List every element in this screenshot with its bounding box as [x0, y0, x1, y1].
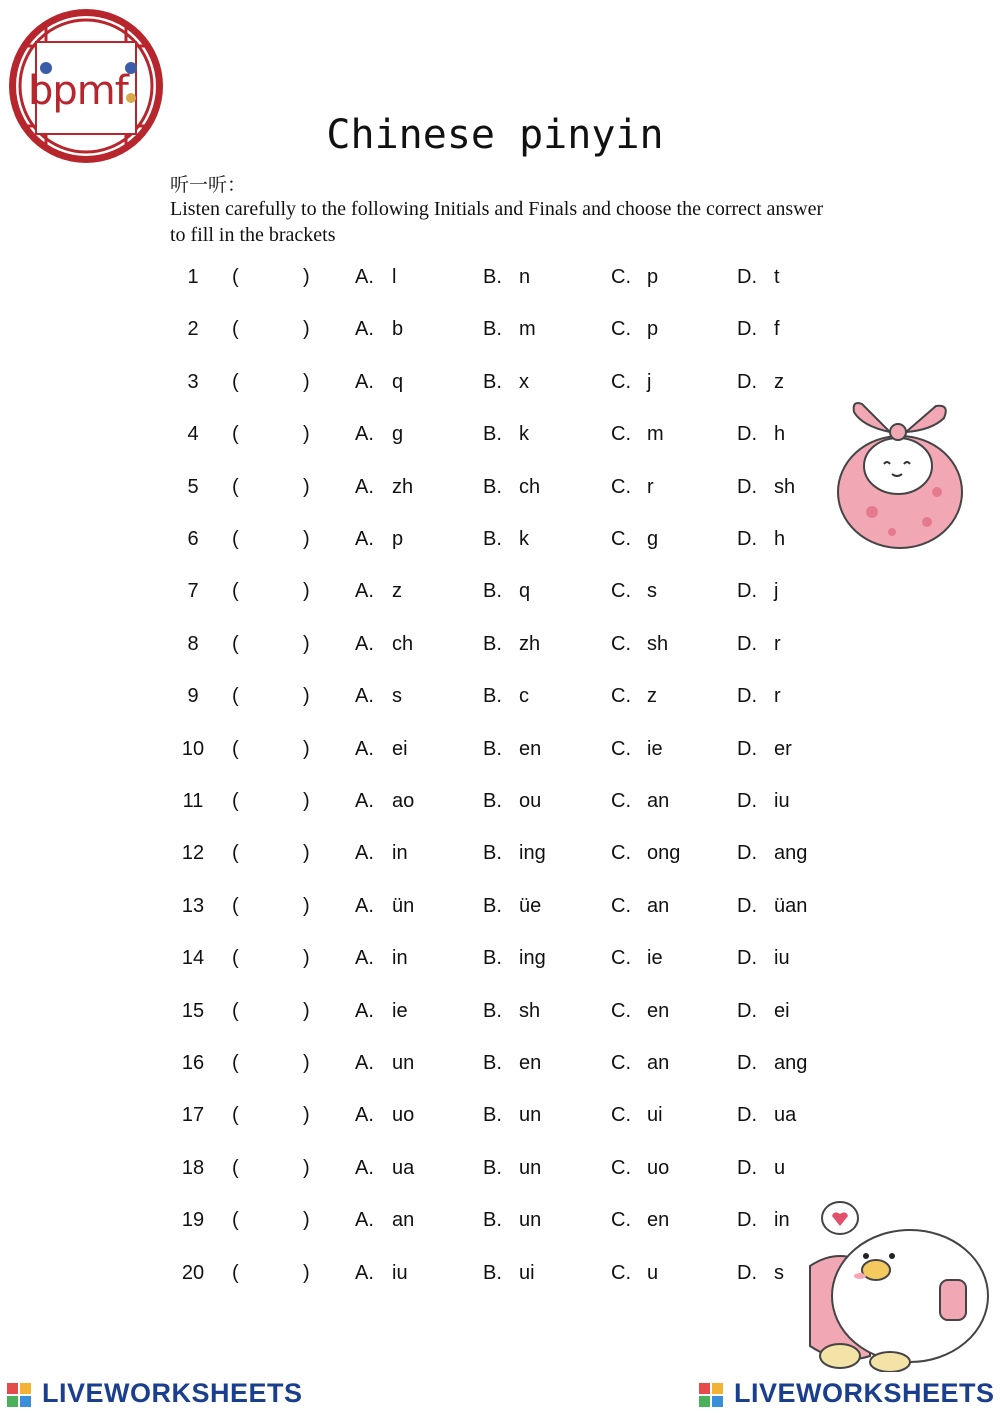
option-value-c[interactable]: en — [647, 1209, 670, 1232]
option-label-c: C. — [611, 370, 631, 393]
option-label-c: C. — [611, 842, 631, 865]
option-label-a: A. — [355, 1261, 374, 1284]
question-row — [0, 622, 1000, 674]
option-label-b: B. — [483, 685, 502, 708]
option-label-a: A. — [355, 1104, 374, 1127]
logo-text: bpmf — [28, 68, 128, 114]
answer-bracket-open[interactable]: ( — [232, 1209, 239, 1232]
option-value-b[interactable]: k — [519, 423, 529, 446]
option-label-d: D. — [737, 1052, 757, 1074]
answer-bracket-close[interactable]: ) — [303, 475, 310, 498]
option-value-d[interactable]: ua — [774, 1104, 797, 1127]
option-value-c[interactable]: z — [647, 685, 657, 708]
option-label-d: D. — [737, 632, 757, 655]
option-value-d[interactable]: z — [774, 370, 784, 393]
option-value-a[interactable]: in — [392, 947, 408, 970]
question-number: 8 — [187, 632, 199, 655]
option-label-d: D. — [737, 1261, 757, 1284]
option-label-b: B. — [483, 999, 502, 1022]
liveworksheets-logo-icon — [6, 1382, 34, 1408]
option-value-a[interactable]: uo — [392, 1104, 415, 1127]
option-value-d[interactable]: üan — [774, 894, 808, 917]
answer-bracket-open[interactable]: ( — [232, 790, 239, 812]
duck-character-image — [800, 1196, 1000, 1372]
option-value-d[interactable]: sh — [774, 475, 796, 498]
option-label-c: C. — [611, 737, 631, 760]
question-number: 4 — [187, 423, 199, 446]
option-label-d: D. — [737, 528, 757, 550]
option-label-c: C. — [611, 318, 631, 341]
option-label-a: A. — [355, 999, 374, 1022]
option-value-c[interactable]: ie — [647, 947, 663, 970]
option-label-d: D. — [737, 370, 757, 393]
answer-bracket-close[interactable]: ) — [303, 1052, 310, 1074]
option-label-d: D. — [737, 737, 757, 760]
answer-bracket-close[interactable]: ) — [303, 632, 310, 655]
answer-bracket-close[interactable]: ) — [303, 580, 310, 603]
answer-bracket-open[interactable]: ( — [232, 580, 239, 603]
bun-character-image — [832, 392, 968, 552]
option-label-d: D. — [737, 318, 757, 341]
option-label-c: C. — [611, 999, 631, 1022]
answer-bracket-open[interactable]: ( — [232, 475, 239, 498]
answer-bracket-open[interactable]: ( — [232, 1261, 239, 1284]
option-label-d: D. — [737, 423, 757, 446]
footer-brand-left — [6, 1378, 303, 1409]
option-value-b[interactable]: c — [519, 685, 529, 708]
option-label-c: C. — [611, 1156, 631, 1179]
option-value-a[interactable]: b — [392, 318, 404, 341]
footer-right-text: LIVEWORKSHEETS — [734, 1378, 995, 1408]
option-value-b[interactable]: un — [519, 1104, 542, 1127]
option-value-b[interactable]: x — [519, 370, 529, 393]
option-value-b[interactable]: q — [519, 580, 531, 603]
option-value-b[interactable]: üe — [519, 894, 542, 917]
option-value-d[interactable]: t — [774, 266, 780, 288]
option-label-d: D. — [737, 1104, 757, 1127]
option-label-a: A. — [355, 894, 374, 917]
answer-bracket-open[interactable]: ( — [232, 894, 239, 917]
option-value-a[interactable]: l — [392, 266, 397, 288]
option-value-a[interactable]: q — [392, 370, 404, 393]
option-label-b: B. — [483, 632, 502, 655]
option-value-c[interactable]: u — [647, 1261, 659, 1284]
option-label-d: D. — [737, 842, 757, 865]
answer-bracket-close[interactable]: ) — [303, 685, 310, 708]
option-value-c[interactable]: an — [647, 894, 670, 917]
option-value-b[interactable]: en — [519, 1052, 542, 1074]
liveworksheets-logo-icon — [698, 1382, 726, 1408]
question-number: 3 — [187, 370, 199, 393]
option-value-d[interactable]: r — [774, 685, 781, 708]
option-label-b: B. — [483, 475, 502, 498]
answer-bracket-open[interactable]: ( — [232, 737, 239, 760]
option-label-c: C. — [611, 423, 631, 446]
option-label-c: C. — [611, 1052, 631, 1074]
option-value-b[interactable]: en — [519, 737, 542, 760]
option-value-c[interactable]: j — [647, 370, 652, 393]
option-value-a[interactable]: un — [392, 1052, 415, 1074]
question-number: 11 — [182, 790, 204, 812]
question-number: 1 — [187, 266, 199, 288]
option-value-a[interactable]: ua — [392, 1156, 415, 1179]
option-value-b[interactable]: ing — [519, 947, 546, 970]
answer-bracket-close[interactable]: ) — [303, 266, 310, 288]
option-value-d[interactable]: iu — [774, 947, 790, 970]
subtitle-cn: 听一听： — [170, 174, 247, 196]
answer-bracket-close[interactable]: ) — [303, 999, 310, 1022]
question-number: 10 — [181, 737, 205, 760]
option-label-c: C. — [611, 528, 631, 550]
option-value-d[interactable]: s — [774, 1261, 784, 1284]
option-label-a: A. — [355, 475, 374, 498]
answer-bracket-close[interactable]: ) — [303, 790, 310, 812]
option-value-c[interactable]: en — [647, 999, 670, 1022]
option-label-a: A. — [355, 632, 374, 655]
option-label-b: B. — [483, 842, 502, 865]
answer-bracket-close[interactable]: ) — [303, 318, 310, 341]
option-label-b: B. — [483, 790, 502, 812]
option-label-c: C. — [611, 632, 631, 655]
option-value-a[interactable]: zh — [392, 475, 414, 498]
question-row — [0, 727, 1000, 779]
answer-bracket-open[interactable]: ( — [232, 1052, 239, 1074]
option-value-d[interactable]: u — [774, 1156, 786, 1179]
option-label-c: C. — [611, 266, 631, 288]
option-label-a: A. — [355, 528, 374, 550]
option-value-d[interactable]: ei — [774, 999, 790, 1022]
option-label-b: B. — [483, 528, 502, 550]
answer-bracket-close[interactable]: ) — [303, 423, 310, 446]
option-label-d: D. — [737, 1209, 757, 1232]
option-value-a[interactable]: p — [392, 528, 404, 550]
question-row — [0, 779, 1000, 831]
answer-bracket-close[interactable]: ) — [303, 1156, 310, 1179]
option-label-c: C. — [611, 1104, 631, 1127]
option-label-b: B. — [483, 1052, 502, 1074]
question-row — [0, 1146, 1000, 1198]
answer-bracket-close[interactable]: ) — [303, 1104, 310, 1127]
question-row — [0, 884, 1000, 936]
option-label-c: C. — [611, 685, 631, 708]
answer-bracket-open[interactable]: ( — [232, 318, 239, 341]
question-number: 13 — [181, 894, 205, 917]
question-number: 14 — [181, 947, 205, 970]
option-label-d: D. — [737, 947, 757, 970]
answer-bracket-close[interactable]: ) — [303, 947, 310, 970]
option-value-b[interactable]: k — [519, 528, 529, 550]
option-label-b: B. — [483, 423, 502, 446]
option-label-a: A. — [355, 318, 374, 341]
question-row — [0, 1093, 1000, 1145]
option-value-d[interactable]: j — [774, 580, 779, 603]
option-label-a: A. — [355, 737, 374, 760]
question-number: 7 — [187, 580, 199, 603]
option-label-d: D. — [737, 894, 757, 917]
answer-bracket-open[interactable]: ( — [232, 423, 239, 446]
option-label-c: C. — [611, 580, 631, 603]
option-label-b: B. — [483, 580, 502, 603]
option-label-a: A. — [355, 370, 374, 393]
option-value-b[interactable]: un — [519, 1156, 542, 1179]
answer-bracket-close[interactable]: ) — [303, 370, 310, 393]
option-value-d[interactable]: ang — [774, 842, 808, 865]
option-label-d: D. — [737, 266, 757, 288]
answer-bracket-close[interactable]: ) — [303, 528, 310, 550]
option-value-b[interactable]: ing — [519, 842, 546, 865]
option-label-c: C. — [611, 894, 631, 917]
option-value-c[interactable]: g — [647, 528, 659, 550]
option-label-b: B. — [483, 370, 502, 393]
option-label-b: B. — [483, 1156, 502, 1179]
option-value-c[interactable]: s — [647, 580, 657, 603]
option-label-c: C. — [611, 790, 631, 812]
option-label-d: D. — [737, 580, 757, 603]
option-label-b: B. — [483, 266, 502, 288]
option-label-a: A. — [355, 1052, 374, 1074]
option-value-a[interactable]: z — [392, 580, 402, 603]
option-value-a[interactable]: an — [392, 1209, 415, 1232]
option-label-a: A. — [355, 685, 374, 708]
question-number: 12 — [181, 842, 205, 865]
bun-character-icon — [832, 392, 968, 552]
option-value-b[interactable]: m — [519, 318, 536, 341]
option-value-c[interactable]: p — [647, 318, 659, 341]
option-label-d: D. — [737, 685, 757, 708]
option-value-a[interactable]: ün — [392, 894, 415, 917]
option-value-d[interactable]: h — [774, 528, 786, 550]
instructions: Listen carefully to the following Initials and Finals and choose the correct answer to fill in the brackets — [170, 198, 824, 246]
answer-bracket-open[interactable]: ( — [232, 632, 239, 655]
question-row — [0, 307, 1000, 359]
option-label-d: D. — [737, 475, 757, 498]
option-value-b[interactable]: sh — [519, 999, 541, 1022]
answer-bracket-close[interactable]: ) — [303, 1261, 310, 1284]
option-label-a: A. — [355, 947, 374, 970]
option-value-c[interactable]: ui — [647, 1104, 663, 1127]
option-value-d[interactable]: er — [774, 737, 792, 760]
question-number: 5 — [187, 475, 199, 498]
question-row — [0, 831, 1000, 883]
option-value-a[interactable]: s — [392, 685, 402, 708]
option-label-b: B. — [483, 894, 502, 917]
option-label-a: A. — [355, 1209, 374, 1232]
option-value-b[interactable]: ch — [519, 475, 541, 498]
option-label-d: D. — [737, 790, 757, 812]
option-label-b: B. — [483, 1261, 502, 1284]
option-value-c[interactable]: ie — [647, 737, 663, 760]
option-value-c[interactable]: an — [647, 790, 670, 812]
option-label-b: B. — [483, 1104, 502, 1127]
option-label-a: A. — [355, 266, 374, 288]
question-number: 19 — [181, 1209, 205, 1232]
option-value-b[interactable]: ui — [519, 1261, 535, 1284]
option-value-b[interactable]: n — [519, 266, 531, 288]
duck-character-icon — [800, 1196, 1000, 1372]
footer-brand-right — [698, 1378, 995, 1409]
question-row — [0, 989, 1000, 1041]
answer-bracket-close[interactable]: ) — [303, 1209, 310, 1232]
option-label-c: C. — [611, 475, 631, 498]
answer-bracket-open[interactable]: ( — [232, 842, 239, 865]
option-label-d: D. — [737, 999, 757, 1022]
answer-bracket-open[interactable]: ( — [232, 266, 239, 288]
option-value-d[interactable]: ang — [774, 1052, 808, 1074]
option-value-d[interactable]: iu — [774, 790, 790, 812]
question-row — [0, 1041, 1000, 1093]
option-value-c[interactable]: an — [647, 1052, 670, 1074]
option-label-b: B. — [483, 737, 502, 760]
option-label-c: C. — [611, 947, 631, 970]
option-value-d[interactable]: h — [774, 423, 786, 446]
answer-bracket-close[interactable]: ) — [303, 737, 310, 760]
option-label-b: B. — [483, 1209, 502, 1232]
option-value-a[interactable]: g — [392, 423, 404, 446]
option-value-a[interactable]: ch — [392, 632, 414, 655]
question-number: 2 — [187, 318, 199, 341]
option-value-c[interactable]: m — [647, 423, 664, 446]
option-value-a[interactable]: ie — [392, 999, 408, 1022]
option-label-a: A. — [355, 1156, 374, 1179]
option-value-c[interactable]: r — [647, 475, 654, 498]
answer-bracket-open[interactable]: ( — [232, 528, 239, 550]
question-number: 6 — [187, 528, 199, 550]
option-label-d: D. — [737, 1156, 757, 1179]
option-label-b: B. — [483, 947, 502, 970]
option-value-b[interactable]: ou — [519, 790, 542, 812]
option-value-c[interactable]: p — [647, 266, 659, 288]
option-value-a[interactable]: iu — [392, 1261, 408, 1284]
option-value-c[interactable]: uo — [647, 1156, 670, 1179]
option-label-a: A. — [355, 580, 374, 603]
question-row — [0, 255, 1000, 307]
question-number: 16 — [181, 1052, 205, 1074]
answer-bracket-close[interactable]: ) — [303, 842, 310, 865]
option-value-c[interactable]: sh — [647, 632, 669, 655]
answer-bracket-close[interactable]: ) — [303, 894, 310, 917]
option-value-b[interactable]: un — [519, 1209, 542, 1232]
answer-bracket-open[interactable]: ( — [232, 1104, 239, 1127]
option-value-a[interactable]: ao — [392, 790, 415, 812]
question-number: 9 — [187, 685, 199, 708]
answer-bracket-open[interactable]: ( — [232, 1156, 239, 1179]
option-value-d[interactable]: f — [774, 318, 780, 341]
question-number: 17 — [181, 1104, 205, 1127]
answer-bracket-open[interactable]: ( — [232, 947, 239, 970]
option-value-a[interactable]: ei — [392, 737, 408, 760]
question-row — [0, 569, 1000, 621]
option-value-c[interactable]: ong — [647, 842, 681, 865]
answer-bracket-open[interactable]: ( — [232, 370, 239, 393]
option-value-a[interactable]: in — [392, 842, 408, 865]
option-label-c: C. — [611, 1261, 631, 1284]
option-label-c: C. — [611, 1209, 631, 1232]
question-row — [0, 674, 1000, 726]
option-label-b: B. — [483, 318, 502, 341]
answer-bracket-open[interactable]: ( — [232, 685, 239, 708]
question-row — [0, 936, 1000, 988]
question-number: 20 — [181, 1261, 205, 1284]
question-number: 15 — [181, 999, 205, 1022]
question-number: 18 — [181, 1156, 205, 1179]
option-label-a: A. — [355, 790, 374, 812]
option-label-a: A. — [355, 423, 374, 446]
option-value-d[interactable]: in — [774, 1209, 790, 1232]
option-value-b[interactable]: zh — [519, 632, 541, 655]
page-title: Chinese pinyin — [326, 112, 664, 158]
footer-left-text: LIVEWORKSHEETS — [42, 1378, 303, 1408]
option-label-a: A. — [355, 842, 374, 865]
option-value-d[interactable]: r — [774, 632, 781, 655]
answer-bracket-open[interactable]: ( — [232, 999, 239, 1022]
